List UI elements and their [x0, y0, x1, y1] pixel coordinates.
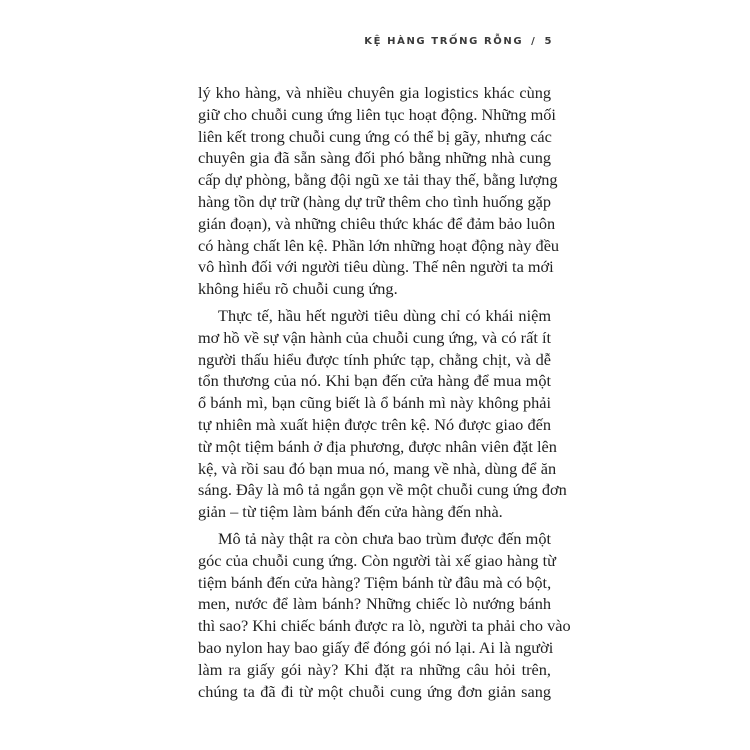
- text-line: gián đoạn), và những chiêu thức khác để đảm bảo luôn: [198, 213, 556, 233]
- text-line: chuyên gia đã sẵn sàng đối phó bằng những nhà cung: [198, 148, 551, 168]
- text-line: hàng tồn dự trữ (hàng dự trữ thêm cho tình huống gặp: [198, 191, 551, 211]
- text-line: giữ cho chuỗi cung ứng liên tục hoạt động. Những mối: [198, 104, 556, 124]
- running-title: KỆ HÀNG TRỐNG RỖNG: [364, 36, 524, 47]
- text-line: Mô tả này thật ra còn chưa bao trùm được đến một: [218, 528, 551, 548]
- text-line: người thấu hiểu được tính phức tạp, chằng chịt, và dễ: [198, 349, 551, 369]
- text-line: men, nước để làm bánh? Những chiếc lò nướng bánh: [198, 594, 551, 614]
- text-line: góc của chuỗi cung ứng. Còn người tài xế giao hàng từ: [198, 550, 556, 570]
- page-number: 5: [544, 36, 553, 47]
- text-line: cấp dự phòng, bằng đội ngũ xe tải thay thế, bằng lượng: [198, 170, 558, 190]
- paragraph: [198, 305, 567, 523]
- paragraph: [198, 82, 560, 300]
- paragraph: [198, 528, 571, 702]
- text-line: tiệm bánh đến cửa hàng? Tiệm bánh từ đâu mà có bột,: [198, 572, 552, 592]
- text-line: sáng. Đây là mô tả ngắn gọn về một chuỗi cung ứng đơn: [198, 480, 567, 500]
- text-line: làm ra giấy gói này? Khi đặt ra những câu hỏi trên,: [198, 659, 551, 679]
- text-line: ổ bánh mì, bạn cũng biết là ổ bánh mì này không phải: [198, 393, 551, 413]
- text-line: mơ hồ về sự vận hành của chuỗi cung ứng, và có rất ít: [198, 327, 551, 347]
- text-line: vô hình đối với người tiêu dùng. Thế nên người ta mới: [198, 257, 554, 277]
- text-line: Thực tế, hầu hết người tiêu dùng chỉ có khái niệm: [218, 305, 551, 325]
- page-body-text: [198, 82, 571, 707]
- text-line: lý kho hàng, và nhiều chuyên gia logistics khác cùng: [198, 83, 551, 102]
- header-separator: /: [531, 36, 537, 47]
- text-line: giản – từ tiệm làm bánh đến cửa hàng đến nhà.: [198, 502, 503, 522]
- text-line: không hiểu rõ chuỗi cung ứng.: [198, 279, 398, 299]
- text-line: có hàng chất lên kệ. Phần lớn những hoạt động này đều: [198, 235, 560, 255]
- text-line: bao nylon hay bao giấy để đóng gói nó lại. Ai là người: [198, 637, 554, 657]
- text-line: tổn thương của nó. Khi bạn đến cửa hàng để mua một: [198, 371, 551, 391]
- running-header: [364, 36, 553, 47]
- text-line: từ một tiệm bánh ở địa phương, được nhân viên đặt lên: [198, 436, 557, 456]
- text-line: thì sao? Khi chiếc bánh được ra lò, người ta phải cho vào: [198, 616, 571, 636]
- text-line: liên kết trong chuỗi cung ứng có thể bị gãy, nhưng các: [198, 126, 552, 146]
- text-line: chúng ta đã đi từ một chuỗi cung ứng đơn giản sang: [198, 681, 551, 701]
- text-line: tự nhiên mà xuất hiện được trên kệ. Nó được giao đến: [198, 414, 551, 434]
- text-line: kệ, và rồi sau đó bạn mua nó, mang về nhà, dùng để ăn: [198, 458, 557, 478]
